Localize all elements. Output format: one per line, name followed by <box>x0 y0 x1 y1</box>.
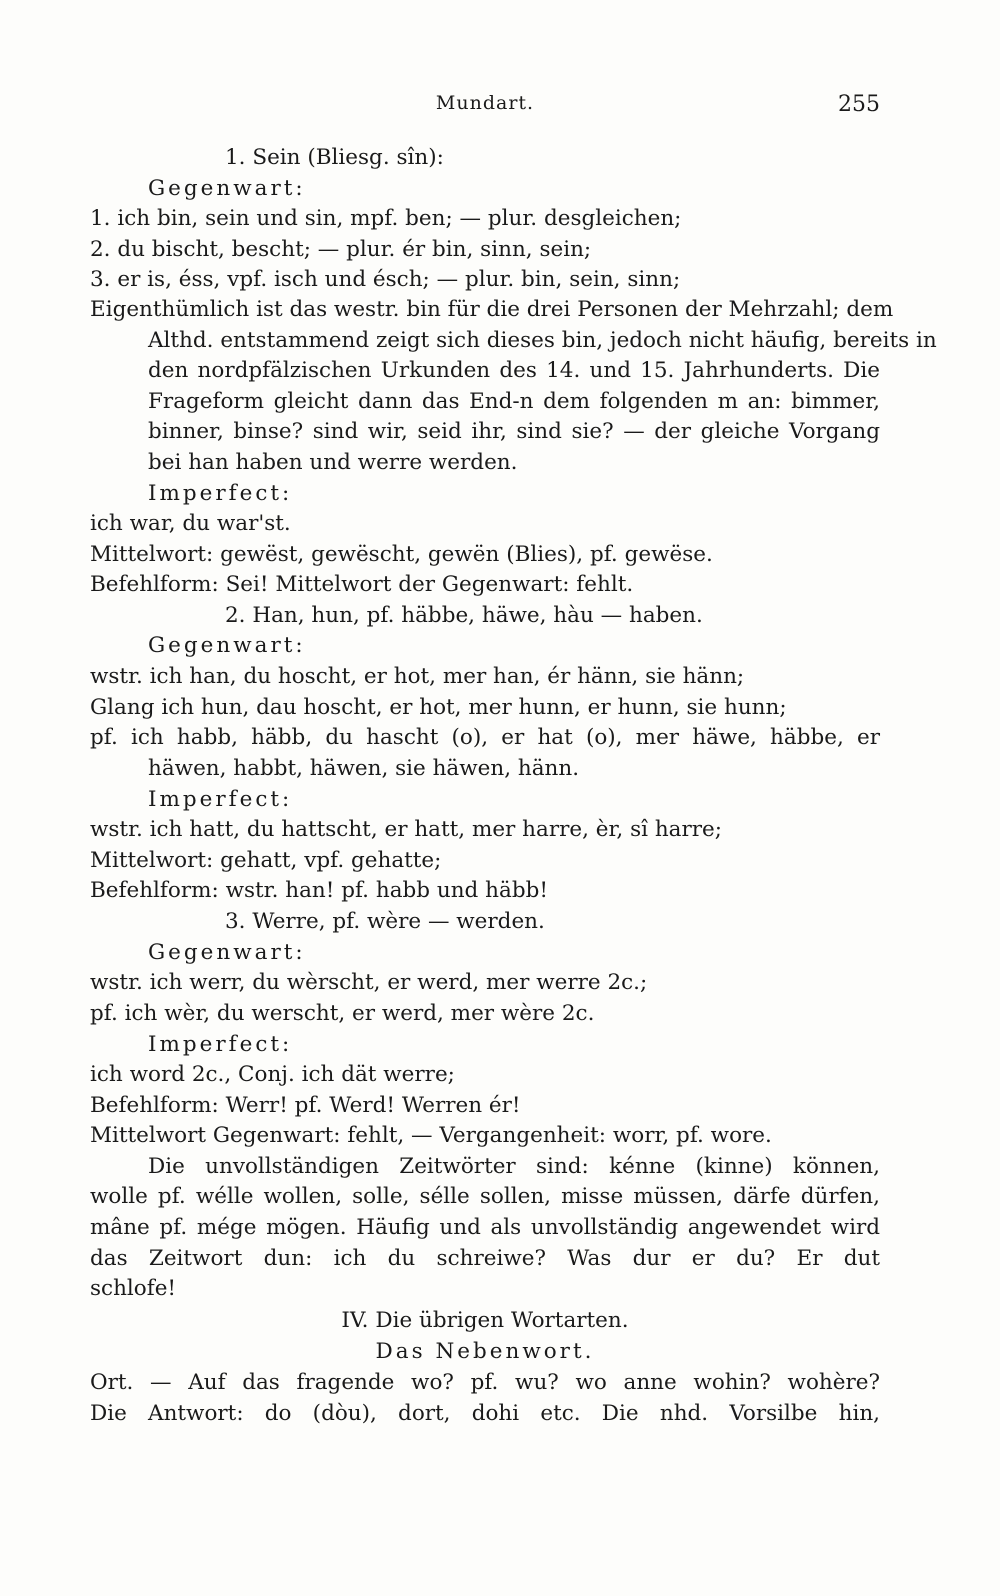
tense-heading: Gegenwart: <box>148 176 306 201</box>
running-head: Mundart. <box>435 92 535 114</box>
text-line: binner, binse? sind wir, seid ihr, sind sie? — der gleiche Vorgang <box>148 419 880 444</box>
text-line: pf. ich habb, häbb, du hascht (o), er hat (o), mer häwe, häbbe, er <box>90 725 880 750</box>
tense-heading: Imperfect: <box>148 481 293 506</box>
text-line: Mittelwort Gegenwart: fehlt, — Vergangenheit: worr, pf. wore. <box>90 1123 772 1148</box>
text-line: bei han haben und werre werden. <box>148 450 518 475</box>
text-line: mâne pf. mége mögen. Häufig und als unvollständig angewendet wird <box>90 1215 880 1240</box>
text-line: wstr. ich hatt, du hattscht, er hatt, mer harre, èr, sî harre; <box>90 817 723 842</box>
page-header <box>90 92 880 122</box>
text-line: den nordpfälzischen Urkunden des 14. und 15. Jahrhunderts. Die <box>148 358 880 383</box>
text-line: Die Antwort: do (dòu), dort, dohi etc. Die nhd. Vorsilbe hin, <box>90 1401 880 1426</box>
text-line: wstr. ich han, du hoscht, er hot, mer han, ér hänn, sie hänn; <box>90 664 745 689</box>
text-line: Glang ich hun, dau hoscht, er hot, mer hunn, er hunn, sie hunn; <box>90 695 787 720</box>
text-line: ich word 2c., Conj. ich dät werre; <box>90 1062 455 1087</box>
tense-heading: Imperfect: <box>148 787 293 812</box>
text-line: wolle pf. wélle wollen, solle, sélle sollen, misse müssen, därfe dürfen, <box>90 1184 880 1209</box>
subsection-heading: Das Nebenwort. <box>375 1339 595 1364</box>
text-line: Befehlform: Werr! pf. Werd! Werren ér! <box>90 1093 521 1118</box>
text-line: häwen, habbt, häwen, sie häwen, hänn. <box>148 756 580 781</box>
verb-heading-han: 2. Han, hun, pf. häbbe, häwe, hàu — haben. <box>225 603 703 628</box>
text-line: 3. er is, éss, vpf. isch und ésch; — plur. bin, sein, sinn; <box>90 267 681 292</box>
section-heading: IV. Die übrigen Wortarten. <box>341 1308 629 1333</box>
text-line: das Zeitwort dun: ich du schreiwe? Was dur er du? Er dut <box>90 1246 880 1271</box>
text-line: Althd. entstammend zeigt sich dieses bin, jedoch nicht häufig, bereits in <box>148 328 937 353</box>
text-line: Eigenthümlich ist das westr. bin für die drei Personen der Mehrzahl; dem <box>90 297 894 322</box>
text-line: wstr. ich werr, du wèrscht, er werd, mer werre 2c.; <box>90 970 648 995</box>
tense-heading: Imperfect: <box>148 1032 293 1057</box>
text-line: Befehlform: Sei! Mittelwort der Gegenwart: fehlt. <box>90 572 634 597</box>
text-line: schlofe! <box>90 1276 177 1301</box>
text-line: Befehlform: wstr. han! pf. habb und häbb! <box>90 878 548 903</box>
text-line: Mittelwort: gehatt, vpf. gehatte; <box>90 848 442 873</box>
text-line: Die unvollständigen Zeitwörter sind: kénne (kinne) können, <box>148 1154 880 1179</box>
text-line: 1. ich bin, sein und sin, mpf. ben; — plur. desgleichen; <box>90 206 682 231</box>
verb-heading-werre: 3. Werre, pf. wère — werden. <box>225 909 545 934</box>
text-line: pf. ich wèr, du werscht, er werd, mer wère 2c. <box>90 1001 595 1026</box>
text-line: ich war, du war'st. <box>90 511 291 536</box>
tense-heading: Gegenwart: <box>148 940 306 965</box>
verb-heading-sein: 1. Sein (Bliesg. sîn): <box>225 145 444 170</box>
text-line: 2. du bischt, bescht; — plur. ér bin, sinn, sein; <box>90 237 592 262</box>
text-line: Frageform gleicht dann das End-n dem folgenden m an: bimmer, <box>148 389 880 414</box>
tense-heading: Gegenwart: <box>148 633 306 658</box>
text-line: Mittelwort: gewëst, gewëscht, gewën (Blies), pf. gewëse. <box>90 542 713 567</box>
page-number: 255 <box>838 92 880 117</box>
text-line: Ort. — Auf das fragende wo? pf. wu? wo anne wohin? wohère? <box>90 1370 880 1395</box>
